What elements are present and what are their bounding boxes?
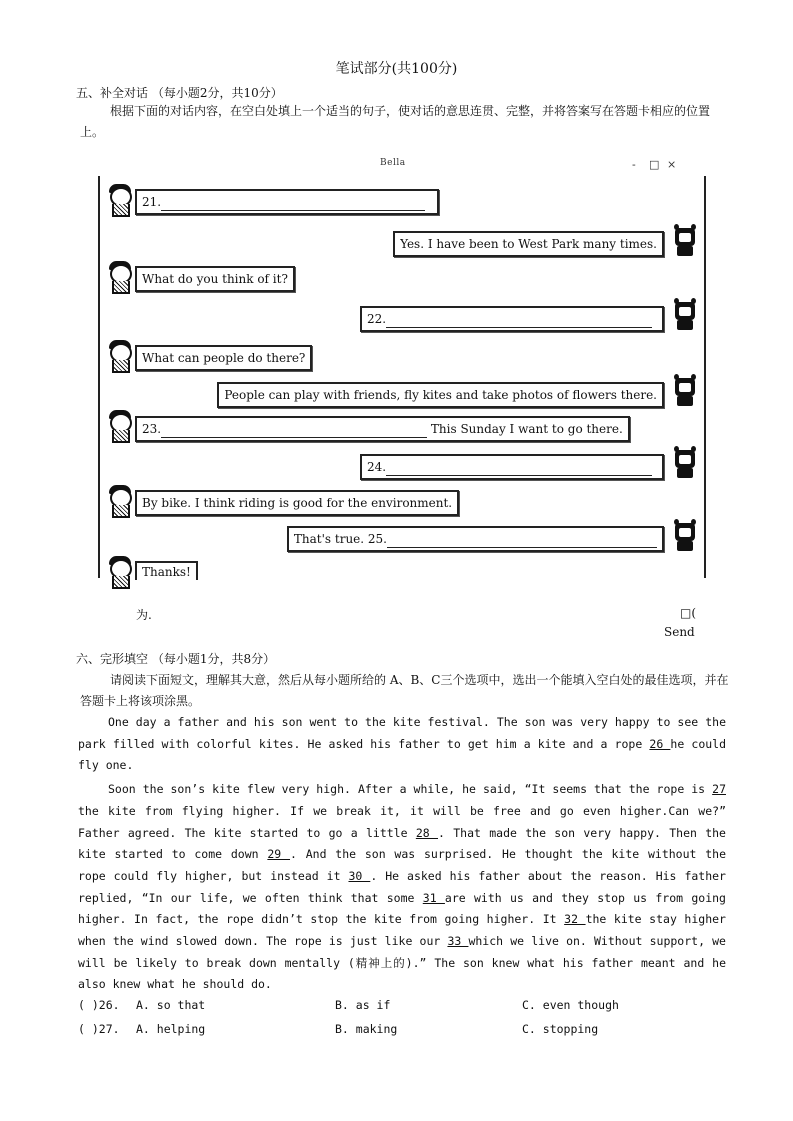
girl-avatar-icon [672, 298, 698, 330]
chat-window-title: Bella [380, 158, 406, 168]
boy-avatar-icon [106, 261, 132, 293]
answer-blank[interactable] [387, 532, 657, 548]
option-number[interactable]: ( )26. [78, 998, 120, 1012]
chat-message-21 [135, 189, 439, 215]
cloze-blank-32[interactable]: 32 [564, 912, 586, 927]
cloze-blank-31[interactable]: 31 [422, 890, 445, 905]
chat-window [98, 176, 706, 578]
blank-number: 24. [367, 460, 387, 474]
cloze-blank-27[interactable]: 27 [712, 782, 726, 797]
chat-message-reply: People can play with friends, fly kites and take photos of flowers there. [217, 382, 664, 408]
option-number[interactable]: ( )27. [78, 1022, 120, 1036]
option-b[interactable]: B. as if [335, 998, 391, 1012]
chat-message-25 [287, 526, 664, 552]
option-a[interactable]: A. helping [136, 1022, 206, 1036]
cloze-blank-28[interactable]: 28 [415, 825, 438, 840]
chat-message-thanks: Thanks! [135, 561, 198, 580]
stray-text: 为. [136, 608, 152, 622]
answer-blank[interactable] [386, 312, 652, 328]
page-title: 笔试部分(共100分) [335, 61, 458, 77]
boy-avatar-icon [106, 184, 132, 216]
answer-blank[interactable] [386, 460, 652, 476]
close-icon[interactable]: × [667, 158, 677, 171]
girl-avatar-icon [672, 446, 698, 478]
cloze-blank-29[interactable]: 29 [267, 847, 291, 862]
passage-paragraph-2: Soon the son’s kite flew very high. After a while, he said, “It seems that the rope is 27 the kite from flying higher. If we break it, it will be free and go even higher.Can we?” Father agreed. The kite started to go a little 28 . That made the son very happy. Then the kite started to come down 29 . And the son was surprised. He thought the kite without the rope could fly higher, but instead it 30 . He asked his father about the reason. His father replied, “In our life, we often think that some 31 are with us and they stop us from going higher. In fact, the rope didn’t stop the kite from going higher. It 32 the kite stay higher when the wind slowed down. The rope is just like our 33 which we live on. Without support, we will be likely to break down mentally (精神上的).” The son knew what his father meant and he also knew what he should do. [78, 782, 726, 992]
chat-message-23 [135, 416, 630, 442]
passage-paragraph-1: One day a father and his son went to the kite festival. The son was very happy to see the park filled with colorful kites. He asked his father to get him a kite and a rope 26 he could fly one. [78, 715, 727, 773]
section6-instruction: 请阅读下面短文，理解其大意，然后从每小题所给的 A、B、C三个选项中，选出一个能填入空白处的最佳选项，并在答题卡上将该项涂黑。 [80, 673, 729, 708]
minimize-icon[interactable]: - [632, 158, 636, 171]
girl-avatar-icon [672, 519, 698, 551]
boy-avatar-icon [106, 556, 132, 588]
chat-message-question: What do you think of it? [135, 266, 295, 292]
chat-message-22 [360, 306, 664, 332]
boy-avatar-icon [106, 340, 132, 372]
boy-avatar-icon [106, 410, 132, 442]
chat-message-answer: By bike. I think riding is good for the environment. [135, 490, 459, 516]
option-c[interactable]: C. even though [522, 998, 619, 1012]
option-b[interactable]: B. making [335, 1022, 398, 1036]
answer-blank[interactable] [161, 195, 425, 211]
girl-avatar-icon [672, 374, 698, 406]
message-text: This Sunday I want to go there. [427, 422, 623, 436]
message-text: That's true. 25. [293, 532, 387, 546]
blank-number: 23. [142, 422, 162, 436]
blank-number: 21. [142, 195, 162, 209]
chat-message-question: What can people do there? [135, 345, 312, 371]
boy-avatar-icon [106, 485, 132, 517]
option-c[interactable]: C. stopping [522, 1022, 599, 1036]
cloze-blank-30[interactable]: 30 [348, 868, 371, 883]
maximize-icon[interactable]: □ [649, 158, 660, 171]
girl-avatar-icon [672, 224, 698, 256]
chat-message-reply: Yes. I have been to West Park many times. [393, 231, 664, 257]
cloze-blank-26[interactable]: 26 [649, 736, 671, 751]
send-box-icon[interactable]: □( [680, 606, 697, 620]
option-a[interactable]: A. so that [136, 998, 206, 1012]
chat-message-24 [360, 454, 664, 480]
section6-heading: 六、完形填空 （每小题1分，共8分） [76, 652, 276, 666]
blank-number: 22. [367, 312, 387, 326]
section5-instruction: 根据下面的对话内容，在空白处填上一个适当的句子，使对话的意思连贯、完整，并将答案写在答题卡相应的位置上。 [80, 104, 711, 139]
cloze-blank-33[interactable]: 33 [447, 934, 469, 949]
section5-heading: 五、补全对话 （每小题2分，共10分） [76, 86, 283, 100]
send-button[interactable]: Send [664, 625, 695, 639]
answer-blank[interactable] [161, 422, 427, 438]
passage [78, 712, 726, 996]
